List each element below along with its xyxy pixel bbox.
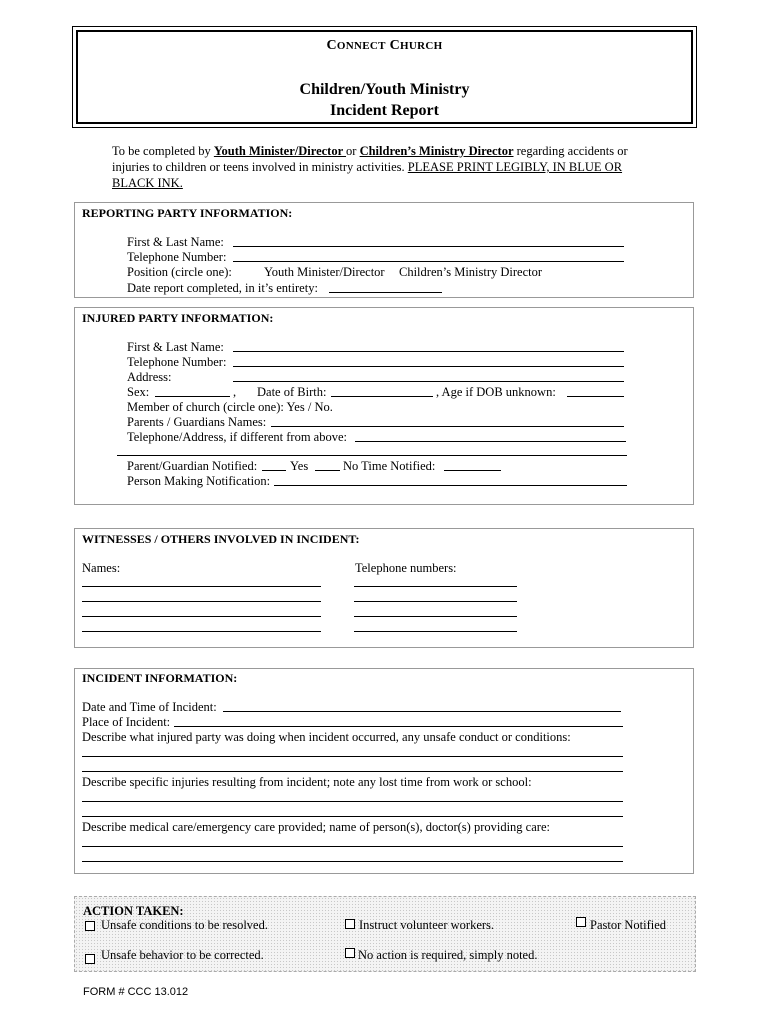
injured-person-field[interactable] [274, 485, 627, 486]
action-opt-unsafe-conditions: Unsafe conditions to be resolved. [101, 918, 268, 932]
action-heading: ACTION TAKEN: [83, 904, 184, 918]
action-opt-unsafe-behavior: Unsafe behavior to be corrected. [101, 948, 264, 962]
injured-notified-label: Parent/Guardian Notified: [127, 459, 258, 473]
witness-phone-field-1[interactable] [354, 586, 517, 587]
incident-describe2-label: Describe specific injuries resulting from incident; note any lost time from work or school: [82, 775, 532, 789]
time-notified-field[interactable] [444, 470, 501, 471]
injured-teladdr-field[interactable] [355, 441, 626, 442]
injured-teladdr-label: Telephone/Address, if different from above: [127, 430, 348, 444]
injured-phone-label: Telephone Number: [127, 355, 227, 369]
form-number: FORM # CCC 13.012 [83, 986, 189, 998]
incident-describe3-field-1[interactable] [82, 846, 623, 847]
injured-name-label: First & Last Name: [127, 340, 224, 354]
incident-describe1-field-1[interactable] [82, 756, 623, 757]
notified-yes-field[interactable] [262, 470, 286, 471]
reporting-heading: REPORTING PARTY INFORMATION: [82, 206, 293, 220]
witness-name-field-4[interactable] [82, 631, 321, 632]
position-option-youth[interactable]: Youth Minister/Director [264, 265, 385, 279]
notified-no-label: No Time Notified: [343, 459, 436, 473]
injured-age-label: , Age if DOB unknown: [436, 385, 556, 399]
checkbox-unsafe-behavior[interactable] [85, 954, 95, 964]
incident-describe2-field-1[interactable] [82, 801, 623, 802]
injured-dob-field[interactable] [331, 396, 433, 397]
injured-parents-field[interactable] [271, 426, 624, 427]
checkbox-instruct-volunteers[interactable] [345, 919, 355, 929]
injured-dob-label: Date of Birth: [257, 385, 327, 399]
injured-teladdr-field-2[interactable] [117, 455, 627, 456]
action-opt-pastor-notified: Pastor Notified [590, 918, 667, 932]
reporting-phone-field[interactable] [233, 261, 624, 262]
reporting-date-field[interactable] [329, 292, 442, 293]
witnesses-heading: WITNESSES / OTHERS INVOLVED IN INCIDENT: [82, 532, 360, 546]
witnesses-names-label: Names: [82, 561, 121, 575]
injured-sex-field[interactable] [155, 396, 230, 397]
notified-yes-label: Yes [290, 459, 309, 473]
injured-age-field[interactable] [567, 396, 624, 397]
witness-name-field-2[interactable] [82, 601, 321, 602]
incident-describe3-label: Describe medical care/emergency care provided; name of person(s), doctor(s) providing care: [82, 820, 550, 834]
injured-address-field[interactable] [233, 381, 624, 382]
title-line-2: Incident Report [330, 102, 439, 119]
church-name: CONNECT CHURCH [326, 38, 443, 53]
incident-describe1-label: Describe what injured party was doing when incident occurred, any unsafe conduct or conditions: [82, 730, 571, 744]
intro-paragraph: To be completed by Youth Minister/Director or Children’s Ministry Director regarding accidents or injuries to children or teens involved in ministry activities. PLEASE PRINT LEGIBLY, IN BLUE OR BLACK INK. [112, 144, 628, 190]
witness-phone-field-3[interactable] [354, 616, 517, 617]
witnesses-phones-label: Telephone numbers: [355, 561, 457, 575]
reporting-position-label: Position (circle one): [127, 265, 232, 279]
witness-phone-field-4[interactable] [354, 631, 517, 632]
injured-sex-label: Sex: [127, 385, 150, 399]
checkbox-no-action[interactable] [345, 948, 355, 958]
form-title [76, 79, 693, 121]
reporting-name-label: First & Last Name: [127, 235, 224, 249]
action-opt-instruct-volunteers: Instruct volunteer workers. [359, 918, 495, 932]
incident-describe1-field-2[interactable] [82, 771, 623, 772]
reporting-name-field[interactable] [233, 246, 624, 247]
checkbox-unsafe-conditions[interactable] [85, 921, 95, 931]
notified-no-field[interactable] [315, 470, 340, 471]
title-line-1: Children/Youth Ministry [299, 81, 470, 98]
injured-name-field[interactable] [233, 351, 624, 352]
incident-describe2-field-2[interactable] [82, 816, 623, 817]
incident-place-field[interactable] [174, 726, 623, 727]
witness-name-field-1[interactable] [82, 586, 321, 587]
injured-address-label: Address: [127, 370, 172, 384]
incident-datetime-label: Date and Time of Incident: [82, 700, 217, 714]
reporting-phone-label: Telephone Number: [127, 250, 227, 264]
action-opt-no-action: No action is required, simply noted. [358, 948, 538, 962]
injured-person-label: Person Making Notification: [127, 474, 271, 488]
incident-heading: INCIDENT INFORMATION: [82, 671, 238, 685]
reporting-date-label: Date report completed, in it’s entirety: [127, 281, 318, 295]
injured-parents-label: Parents / Guardians Names: [127, 415, 267, 429]
injured-phone-field[interactable] [233, 366, 624, 367]
injured-heading: INJURED PARTY INFORMATION: [82, 311, 274, 325]
position-option-children[interactable]: Children’s Ministry Director [399, 265, 543, 279]
incident-place-label: Place of Incident: [82, 715, 171, 729]
witness-name-field-3[interactable] [82, 616, 321, 617]
checkbox-pastor-notified[interactable] [576, 917, 586, 927]
incident-datetime-field[interactable] [223, 711, 621, 712]
injured-member-label[interactable]: Member of church (circle one): Yes / No. [127, 400, 333, 414]
witness-phone-field-2[interactable] [354, 601, 517, 602]
incident-describe3-field-2[interactable] [82, 861, 623, 862]
